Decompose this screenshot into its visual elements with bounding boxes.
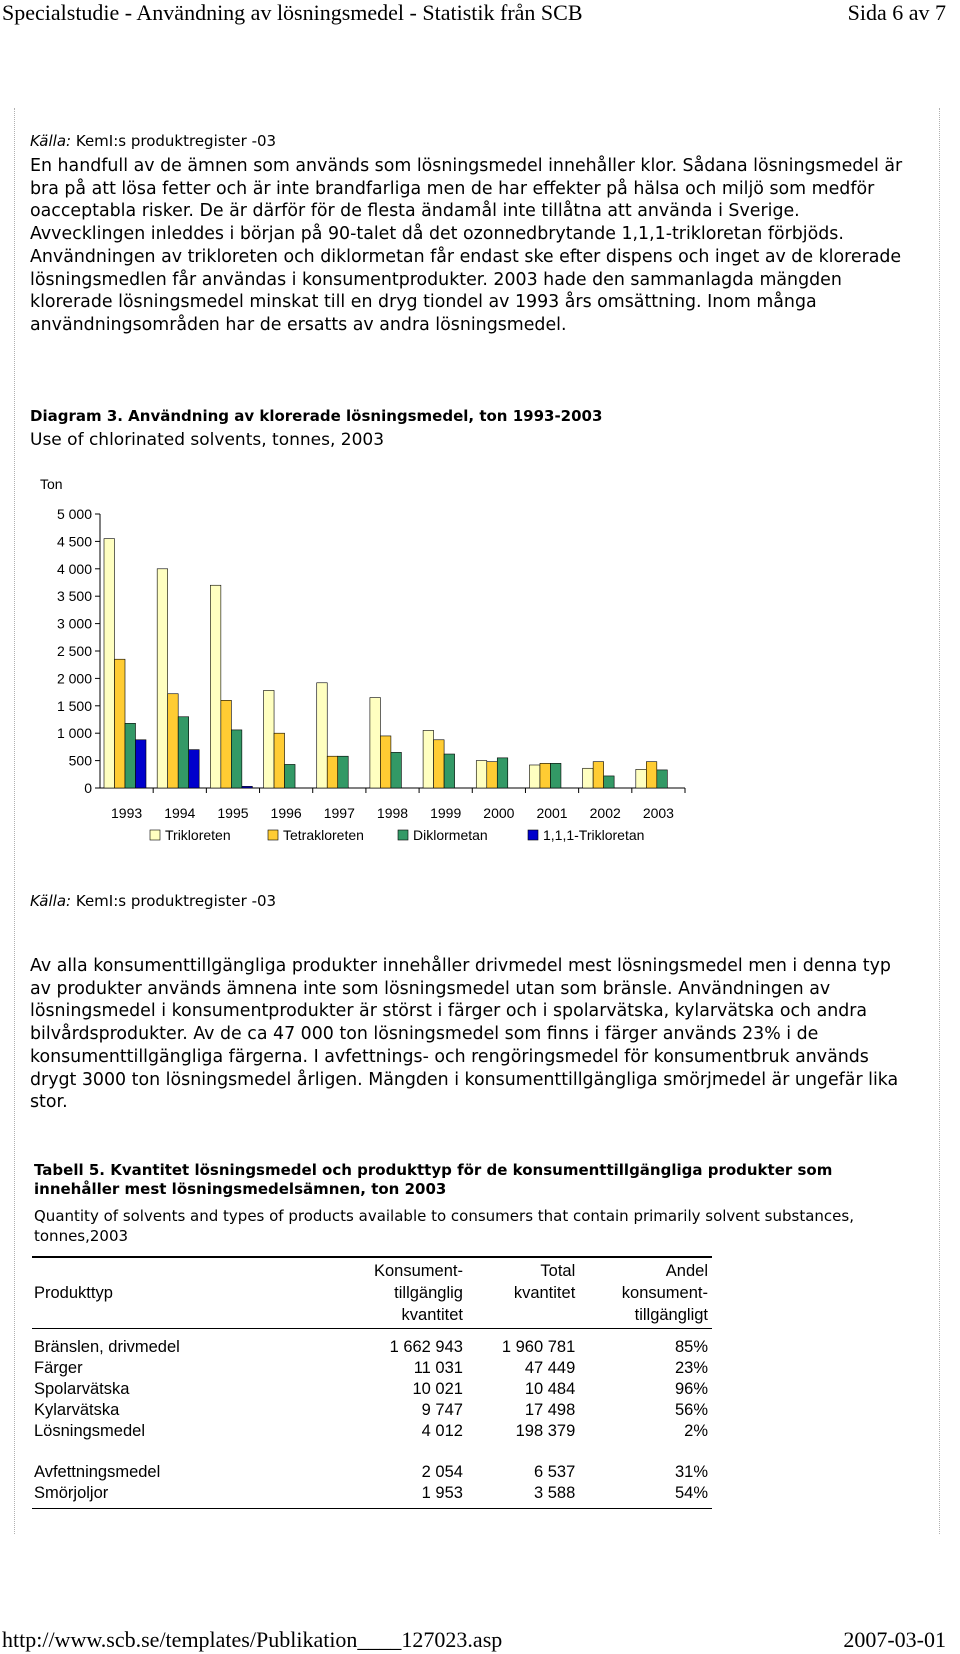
y-tick-label: 0 — [84, 780, 92, 796]
table-row — [32, 1400, 712, 1421]
y-axis-title: Ton — [40, 476, 63, 492]
cell-consumer-qty: 9 747 — [421, 1401, 463, 1419]
bar-trikloreten-1999 — [423, 730, 434, 788]
cell-product: Smörjoljor — [32, 1483, 325, 1509]
diagram-subtitle: Use of chlorinated solvents, tonnes, 2003 — [30, 430, 385, 450]
table-row — [32, 1329, 712, 1359]
x-tick-label: 1998 — [376, 805, 409, 821]
cell-consumer-qty: 4 012 — [421, 1422, 463, 1440]
cell-total-qty: 47 449 — [524, 1359, 576, 1377]
bar-diklormetan-2003 — [657, 770, 668, 788]
document-header-title: Specialstudie - Användning av lösningsmedel - Statistik från SCB — [2, 0, 583, 25]
consumer-paragraph — [30, 955, 910, 1114]
bar-trikloreten-1996 — [264, 690, 275, 788]
cell-share: 85% — [674, 1338, 708, 1356]
legend-label: Diklormetan — [413, 827, 488, 843]
cell-product: Kylarvätska — [34, 1401, 120, 1419]
bar-diklormetan-2000 — [497, 758, 508, 788]
x-tick-label: 2001 — [536, 805, 568, 821]
bar-diklormetan-1993 — [125, 723, 136, 788]
bar-tetrakloreten-1994 — [168, 694, 179, 788]
table-spacer-row — [32, 1442, 712, 1462]
bar-trikloreten-2002 — [583, 768, 594, 788]
y-tick-label: 1 000 — [56, 725, 92, 742]
bar-1-1-1-trikloretan-1994 — [189, 750, 200, 788]
cell-product: Avfettningsmedel — [34, 1463, 161, 1481]
bar-diklormetan-1994 — [178, 717, 189, 788]
header-line: tillgänglig — [394, 1284, 463, 1302]
bar-diklormetan-1996 — [285, 764, 296, 788]
bar-tetrakloreten-2003 — [646, 762, 657, 788]
cell-product: Färger — [34, 1359, 83, 1377]
bar-tetrakloreten-2001 — [540, 763, 551, 788]
cell-product: Bränslen, drivmedel — [34, 1338, 180, 1356]
footer-url: http://www.scb.se/templates/Publikation____127023.asp — [2, 1627, 503, 1652]
bar-trikloreten-2003 — [636, 769, 647, 788]
bar-1-1-1-trikloretan-1995 — [242, 786, 253, 788]
bar-diklormetan-1998 — [391, 752, 402, 788]
bar-trikloreten-1995 — [210, 585, 221, 788]
legend-label: Tetrakloreten — [283, 827, 364, 843]
bar-trikloreten-1997 — [317, 683, 328, 788]
cell-consumer-qty: 2 054 — [421, 1463, 463, 1481]
y-tick-label: 4 500 — [56, 533, 92, 550]
header-line: kvantitet — [513, 1284, 576, 1302]
intro-paragraph — [30, 155, 910, 337]
cell-consumer-qty: 1 662 943 — [389, 1338, 463, 1356]
legend-label: 1,1,1-Trikloretan — [543, 827, 645, 843]
cell-total-qty: 198 379 — [515, 1422, 576, 1440]
source-note — [30, 132, 276, 150]
page-number: Sida 6 av 7 — [847, 0, 946, 25]
cell-total-qty: 6 537 — [533, 1463, 576, 1481]
footer-date: 2007-03-01 — [843, 1627, 946, 1652]
source-label: Källa: — [30, 892, 72, 910]
y-tick-label: 2 500 — [56, 643, 92, 659]
table-row — [32, 1462, 712, 1483]
cell-share: 2% — [684, 1422, 708, 1440]
bar-trikloreten-2000 — [476, 761, 487, 788]
x-tick-label: 1995 — [217, 805, 249, 821]
x-tick-label: 1997 — [323, 805, 355, 821]
y-tick-label: 3 500 — [56, 588, 92, 605]
header-line: tillgängligt — [634, 1306, 708, 1324]
bar-trikloreten-1993 — [104, 539, 115, 788]
y-tick-label: 1 500 — [56, 697, 92, 714]
legend-label: Trikloreten — [165, 827, 231, 843]
source-text: KemI:s produktregister -03 — [75, 892, 277, 910]
cell-total-qty: 3 588 — [467, 1483, 579, 1509]
y-tick-label: 4 000 — [56, 560, 92, 577]
bar-tetrakloreten-1998 — [380, 736, 391, 788]
bar-diklormetan-2001 — [550, 763, 561, 788]
cell-consumer-qty: 1 953 — [325, 1483, 467, 1509]
cell-share: 56% — [674, 1401, 708, 1419]
table-row — [32, 1483, 712, 1509]
header-line: Total — [540, 1262, 576, 1280]
cell-product: Lösningsmedel — [34, 1422, 145, 1440]
bar-diklormetan-1995 — [231, 730, 242, 788]
source-text: KemI:s produktregister -03 — [75, 132, 277, 150]
bar-diklormetan-2002 — [604, 776, 615, 788]
x-tick-label: 2002 — [589, 805, 621, 821]
bar-tetrakloreten-1996 — [274, 733, 285, 788]
bar-diklormetan-1997 — [338, 756, 349, 788]
y-tick-label: 2 000 — [56, 670, 92, 687]
bar-trikloreten-1994 — [157, 569, 168, 788]
y-tick-label: 3 000 — [56, 615, 92, 632]
cell-share: 54% — [579, 1483, 712, 1509]
solvent-bar-chart — [0, 470, 960, 870]
paragraph-text: En handfull av de ämnen som används som lösningsmedel innehåller klor. Sådana lösningsmedel är bra på att lösa fetter och är inte brandfarliga men de har effekter på hälsa och miljö som medför oacceptabla risker. De är därför för de flesta ändamål inte tillåtna att använda i Sverige. Avvecklingen inleddes i början på 90-talet då det ozonnedbrytande 1,1,1-trikloretan förbjöds. Användningen av trikloreten och diklormetan får endast ske efter dispens och inget av de klorerade lösningsmedlen får användas i konsumentprodukter. 2003 hade den sammanlagda mängden klorerade lösningsmedel minskat till en dryg tiondel av 1993 års omsättning. Inom många användningsområden har de ersatts av andra lösningsmedel. — [30, 156, 903, 335]
cell-product: Spolarvätska — [34, 1380, 130, 1398]
table-row — [32, 1379, 712, 1400]
y-tick-label: 500 — [68, 752, 92, 769]
table-row — [32, 1358, 712, 1379]
x-tick-label: 1993 — [111, 805, 143, 821]
legend-swatch — [398, 830, 408, 840]
header-line: kvantitet — [401, 1306, 463, 1324]
table-header-row — [32, 1257, 712, 1329]
col-header-total-qty — [467, 1257, 579, 1329]
cell-total-qty: 1 960 781 — [501, 1338, 576, 1356]
source-label: Källa: — [30, 132, 72, 150]
solvent-table — [32, 1256, 712, 1509]
bar-trikloreten-1998 — [370, 698, 381, 788]
cell-consumer-qty: 10 021 — [412, 1380, 463, 1398]
table-subtitle: Quantity of solvents and types of products available to consumers that contain primarily solvent substances, tonnes,2003 — [34, 1207, 854, 1245]
table-row — [32, 1421, 712, 1442]
col-header-share — [579, 1257, 712, 1329]
x-tick-label: 1994 — [164, 805, 196, 821]
bar-1-1-1-trikloretan-1993 — [136, 740, 147, 788]
bar-tetrakloreten-2000 — [487, 762, 498, 788]
bar-tetrakloreten-1999 — [434, 740, 445, 788]
legend-swatch — [528, 830, 538, 840]
diagram-title: Diagram 3. Användning av klorerade lösningsmedel, ton 1993-2003 — [30, 407, 603, 425]
legend-swatch — [150, 830, 160, 840]
col-header-product: Produkttyp — [32, 1257, 325, 1329]
bar-tetrakloreten-2002 — [593, 762, 604, 788]
cell-total-qty: 10 484 — [524, 1380, 576, 1398]
bar-tetrakloreten-1993 — [115, 659, 126, 788]
x-tick-label: 2003 — [642, 805, 674, 821]
y-tick-label: 5 000 — [56, 506, 92, 522]
paragraph-text: Av alla konsumenttillgängliga produkter innehåller drivmedel mest lösningsmedel men i denna typ av produkter används ämnena inte som lösningsmedel utan som bränsle. Användningen av lösningsmedel i konsumentprodukter är störst i färger och i spolarvätska, kylarvätska och andra bilvårdsprodukter. Av de ca 47 000 ton lösningsmedel som finns i färger används 23% i de konsumenttillgängliga färgerna. I avfettnings- och rengöringsmedel för konsumentbruk används drygt 3000 ton lösningsmedel årligen. Mängden i konsumenttillgängliga smörjmedel är ungefär lika stor. — [30, 956, 899, 1113]
table-title: Tabell 5. Kvantitet lösningsmedel och produkttyp för de konsumenttillgängliga produkter som innehåller mest lösningsmedelsämnen, ton 2003 — [34, 1161, 833, 1198]
cell-total-qty: 17 498 — [524, 1401, 576, 1419]
cell-share: 96% — [674, 1380, 708, 1398]
x-tick-label: 1999 — [430, 805, 462, 821]
header-line: Andel — [665, 1262, 708, 1280]
header-line: konsument- — [621, 1284, 708, 1302]
bar-tetrakloreten-1995 — [221, 700, 232, 788]
bar-trikloreten-2001 — [529, 765, 540, 788]
chart-source-note — [30, 892, 276, 910]
x-tick-label: 2000 — [483, 805, 515, 821]
header-line: Konsument- — [374, 1262, 463, 1280]
bar-tetrakloreten-1997 — [327, 756, 338, 788]
bar-diklormetan-1999 — [444, 754, 455, 788]
x-tick-label: 1996 — [270, 805, 302, 821]
cell-consumer-qty: 11 031 — [413, 1359, 463, 1377]
cell-share: 23% — [674, 1359, 708, 1377]
legend-swatch — [268, 830, 278, 840]
cell-share: 31% — [674, 1463, 708, 1481]
col-header-consumer-qty — [325, 1257, 467, 1329]
